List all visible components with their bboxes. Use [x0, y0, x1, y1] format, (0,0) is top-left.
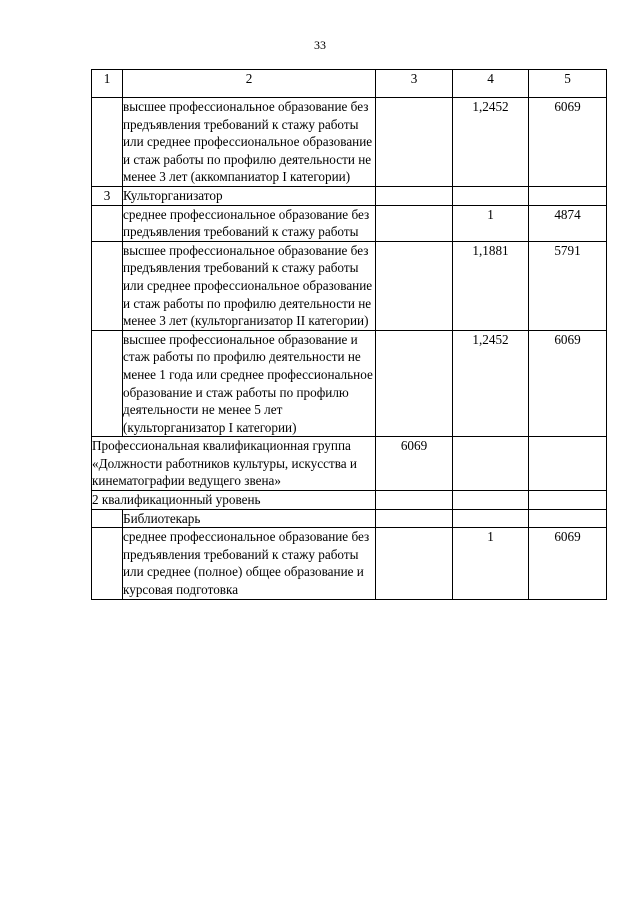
coefficient-cell: 1 [453, 205, 529, 241]
row-index-cell [92, 205, 123, 241]
requirement-cell: среднее профессиональное образование без предъявления требований к стажу работы или среднее (полное) общее образование и курсовая подготовка [123, 528, 376, 599]
salary-cell: 5791 [529, 241, 607, 330]
requirement-cell: среднее профессиональное образование без предъявления требований к стажу работы [123, 205, 376, 241]
table-row [92, 528, 607, 599]
salary-cell: 6069 [529, 528, 607, 599]
salary-cell [529, 491, 607, 510]
requirement-cell: высшее профессиональное образование без предъявления требований к стажу работы или среднее профессиональное образование и стаж работы по профилю деятельности не менее 3 лет (аккомпаниатор I категории) [123, 98, 376, 187]
table-row [92, 241, 607, 330]
position-title-cell: Культорганизатор [123, 186, 376, 205]
coefficient-cell: 1,2452 [453, 98, 529, 187]
table-row [92, 330, 607, 437]
coefficient-cell: 1,2452 [453, 330, 529, 437]
coefficient-cell: 1,1881 [453, 241, 529, 330]
table-row [92, 491, 607, 510]
group-salary-cell [376, 241, 453, 330]
coefficient-cell [453, 509, 529, 528]
row-index-cell [92, 330, 123, 437]
header-col-2: 2 [123, 70, 376, 98]
requirement-cell: высшее профессиональное образование и стаж работы по профилю деятельности не менее 1 года или среднее профессиональное образование и стаж работы по профилю деятельности не менее 5 лет (культорганизатор I категории) [123, 330, 376, 437]
header-col-5: 5 [529, 70, 607, 98]
coefficient-cell [453, 186, 529, 205]
coefficient-cell: 1 [453, 528, 529, 599]
table-row [92, 205, 607, 241]
row-index-cell [92, 98, 123, 187]
row-index-cell [92, 509, 123, 528]
group-salary-cell [376, 491, 453, 510]
salary-cell: 4874 [529, 205, 607, 241]
salary-cell [529, 437, 607, 491]
salary-cell [529, 509, 607, 528]
salary-cell: 6069 [529, 330, 607, 437]
group-salary-cell [376, 528, 453, 599]
salary-table [91, 69, 607, 600]
table-row [92, 437, 607, 491]
row-index-cell [92, 528, 123, 599]
page-number: 33 [314, 38, 326, 52]
header-col-4: 4 [453, 70, 529, 98]
group-salary-cell [376, 330, 453, 437]
header-col-1: 1 [92, 70, 123, 98]
coefficient-cell [453, 437, 529, 491]
group-salary-cell [376, 509, 453, 528]
salary-cell [529, 186, 607, 205]
coefficient-cell [453, 491, 529, 510]
group-salary-cell [376, 186, 453, 205]
group-salary-cell [376, 205, 453, 241]
qualification-group-cell: Профессиональная квалификационная группа «Должности работников культуры, искусства и кинематографии ведущего звена» [92, 437, 376, 491]
requirement-cell: высшее профессиональное образование без предъявления требований к стажу работы или среднее профессиональное образование и стаж работы по профилю деятельности не менее 3 лет (культорганизатор II категории) [123, 241, 376, 330]
header-col-3: 3 [376, 70, 453, 98]
row-index-cell: 3 [92, 186, 123, 205]
table-row [92, 509, 607, 528]
row-index-cell [92, 241, 123, 330]
table-row [92, 98, 607, 187]
salary-cell: 6069 [529, 98, 607, 187]
table-header-row [92, 70, 607, 98]
position-title-cell: Библиотекарь [123, 509, 376, 528]
qualification-level-cell: 2 квалификационный уровень [92, 491, 376, 510]
table-row [92, 186, 607, 205]
group-salary-cell [376, 98, 453, 187]
group-salary-cell: 6069 [376, 437, 453, 491]
